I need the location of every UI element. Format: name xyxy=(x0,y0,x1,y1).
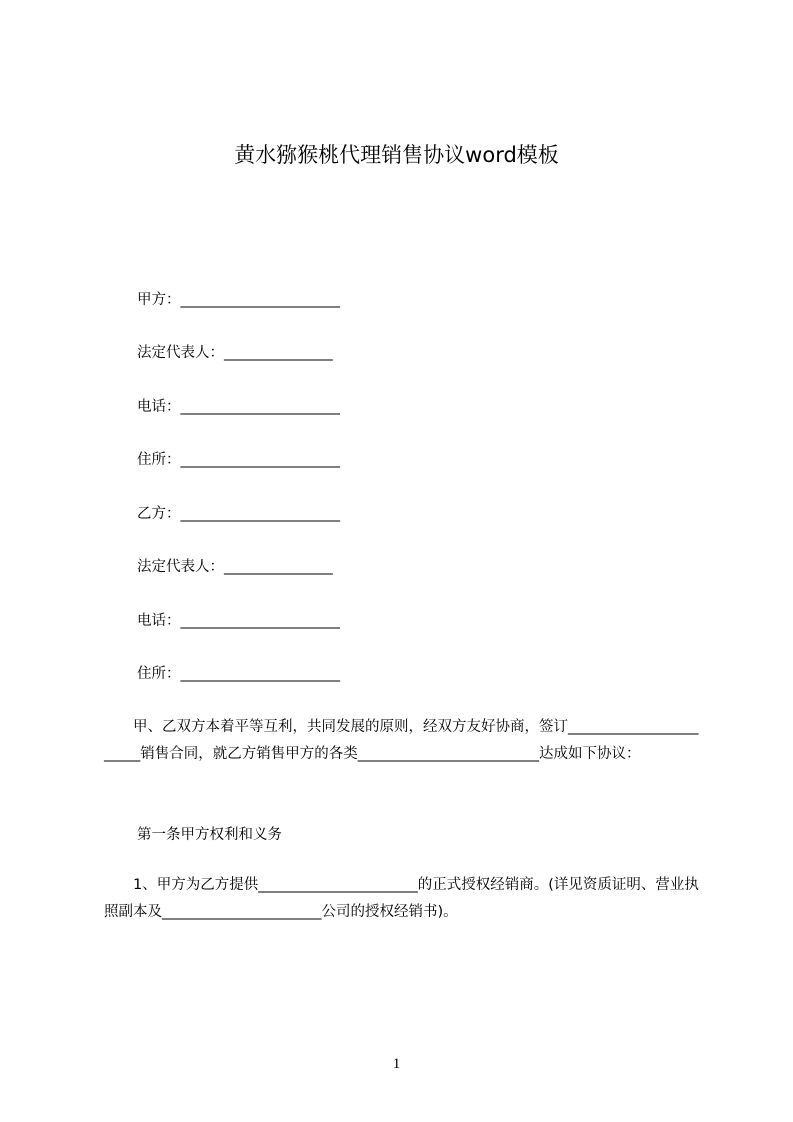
clause-1-paragraph: 1、甲方为乙方提供______________________的正式授权经销商。(详见资质证明、营业执照副本及______________________公司的授权经销书)。 xyxy=(104,877,699,920)
party-a-phone-field: 电话：______________________ xyxy=(137,399,340,415)
party-b-legal-rep-field: 法定代表人：_______________ xyxy=(137,559,333,575)
section-heading: 第一条甲方权利和义务 xyxy=(137,827,282,843)
intro-paragraph: 甲、乙双方本着平等互利，共同发展的原则，经双方友好协商，签订_______________________销售合同，就乙方销售甲方的各类_________________________达成如下协议： xyxy=(104,719,699,762)
document-title: 黄水猕猴桃代理销售协议word模板 xyxy=(234,143,559,167)
party-b-name-field: 乙方：______________________ xyxy=(137,506,340,522)
party-a-legal-rep-field: 法定代表人：_______________ xyxy=(137,345,333,361)
page-number: 1 xyxy=(392,1056,401,1072)
party-b-address-field: 住所：______________________ xyxy=(137,666,340,682)
party-a-name-field: 甲方：______________________ xyxy=(137,292,340,308)
party-a-address-field: 住所：______________________ xyxy=(137,452,340,468)
party-b-phone-field: 电话：______________________ xyxy=(137,613,340,629)
